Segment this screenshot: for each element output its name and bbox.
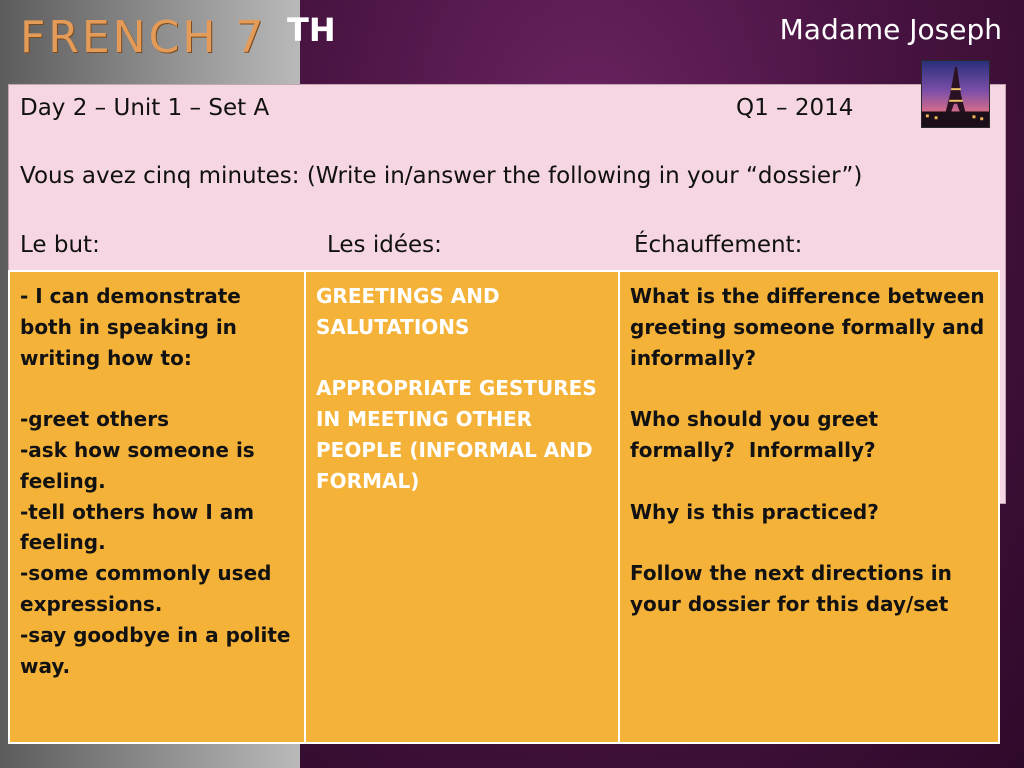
slide-title-superscript: TH [287, 11, 336, 49]
goal-line: -say goodbye in a polite way. [20, 622, 298, 678]
column-label-warmup: Échauffement: [634, 232, 803, 258]
goal-line: -some commonly used expressions. [20, 561, 279, 616]
ideas-cell [306, 272, 620, 742]
goal-line: -greet others [20, 407, 170, 432]
goal-line: -tell others how I am feeling. [20, 499, 262, 555]
goal-cell [10, 272, 306, 742]
slide-title: FRENCH 7 [20, 12, 267, 63]
ideas-line: APPROPRIATE GESTURES IN MEETING OTHER PEOPLE (INFORMAL AND FORMAL) [316, 376, 604, 493]
warmup-line [630, 466, 988, 497]
day-unit-set-label: Day 2 – Unit 1 – Set A [20, 95, 270, 121]
goal-line: - I can demonstrate both in speaking in writing how to: [20, 284, 248, 370]
warmup-line: Why is this practiced? [630, 499, 879, 524]
ideas-line [316, 343, 608, 374]
eiffel-tower-photo-icon [921, 60, 990, 128]
column-label-goal: Le but: [20, 232, 100, 258]
goal-line [20, 373, 294, 404]
quarter-year-label: Q1 – 2014 [736, 95, 854, 121]
warmup-line: What is the difference between greeting someone formally and informally? [630, 284, 992, 370]
instructions-text: Vous avez cinq minutes: (Write in/answer the following in your “dossier”) [20, 163, 863, 189]
ideas-line: GREETINGS AND SALUTATIONS [316, 284, 507, 339]
warmup-cell [620, 272, 998, 742]
column-label-ideas: Les idées: [327, 232, 442, 258]
warmup-line: Who should you greet formally? Informally? [630, 407, 886, 462]
warmup-line [630, 527, 988, 558]
teacher-name: Madame Joseph [779, 13, 1002, 46]
goal-line: -ask how someone is feeling. [20, 437, 262, 493]
warmup-line: Follow the next directions in your dossier for this day/set [630, 561, 959, 616]
warmup-line [630, 373, 988, 404]
lesson-table [8, 270, 1000, 744]
